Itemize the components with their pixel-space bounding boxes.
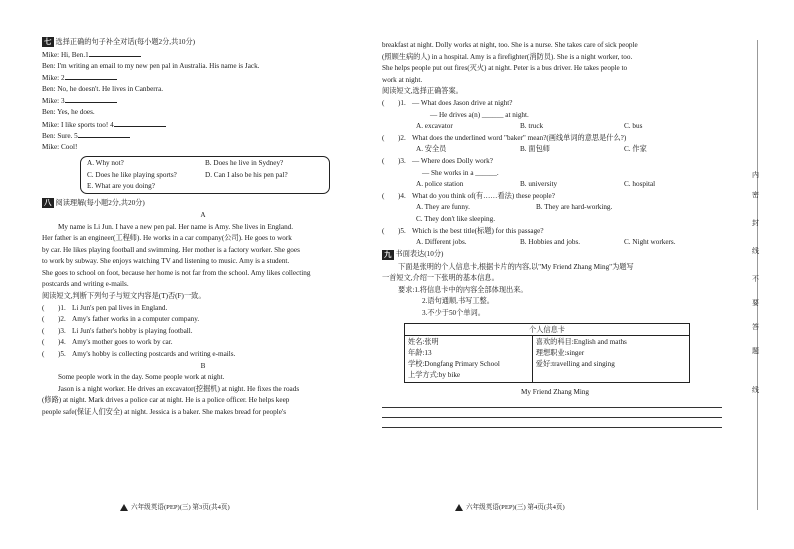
card-field: 爱好:travelling and singing: [535, 359, 615, 368]
mc-instruction: 阅读短文,选择正确答案。: [382, 87, 463, 96]
mc-question[interactable]: ( )1. — What does Jason drive at night?: [382, 98, 513, 107]
passage-line: by car. He likes playing football and swimming. Her mother is a factory worker. She goes: [42, 245, 300, 254]
writing-intro: 一首短文,介绍一下张明的基本信息。: [382, 274, 499, 283]
dialogue-line: Mike: 2: [42, 72, 364, 84]
essay-title: My Friend Zhang Ming: [520, 387, 590, 396]
tf-question[interactable]: ( )3. Li Jun's father's hobby is playing football.: [42, 326, 193, 335]
dialogue-line: Mike: I like sports too! 4: [42, 119, 364, 131]
passage-line: (修路) at night. Mark drives a police car at night. He is a police officer. He helps keep: [42, 396, 290, 405]
card-left: [405, 336, 533, 382]
card-title: 个人信息卡: [405, 324, 689, 336]
requirement: 2.语句通顺,书写工整。: [422, 297, 494, 306]
mc-options: [382, 214, 728, 226]
section-title: 选择正确的句子补全对话(每小题2分,共10分): [55, 37, 196, 46]
section-title: 阅读理解(每小题2分,共20分): [55, 198, 145, 207]
options-box: [80, 156, 330, 194]
section-7-header: [42, 36, 364, 48]
passage-b-continued: [382, 40, 728, 86]
right-footer: 六年级英语(PEP)(三) 第4页(共4页): [455, 503, 565, 513]
option[interactable]: B. They are hard-working.: [536, 203, 613, 212]
passage-b: [42, 372, 364, 418]
passage-line: breakfast at night. Dolly works at night, too. She is a nurse. She takes care of sick people: [382, 41, 638, 49]
mc-options: [382, 237, 728, 249]
option[interactable]: B. 面包师: [520, 145, 550, 154]
requirement: 3.不少于50个单词。: [422, 309, 485, 318]
tf-question[interactable]: ( )1. Li Jun's pen pal lives in England.: [42, 303, 168, 312]
tf-question[interactable]: ( )5. Amy's hobby is collecting postcards and writing e-mails.: [42, 350, 236, 359]
mc-options: [382, 144, 728, 156]
mc-options: [382, 179, 728, 191]
passage-line: people safe(保证人们安全) at night. Jessica is a baker. She makes bread for people's: [42, 408, 287, 416]
card-right: [533, 336, 689, 382]
mc-question[interactable]: ( )2. What does the underlined word "baker" mean?(画线单词的意思是什么?): [382, 133, 627, 142]
mc-questions: [382, 98, 728, 249]
margin-char: 要: [752, 299, 759, 307]
dialogue: [42, 49, 364, 153]
requirement: 要求:1.将信息卡中的内容全部体现出来。: [398, 285, 528, 294]
mc-question[interactable]: ( )5. Which is the best title(标题) for this passage?: [382, 226, 544, 235]
margin-char: 内: [752, 171, 759, 179]
option[interactable]: A. 安全员: [416, 145, 447, 154]
margin-char: 不: [752, 275, 759, 283]
left-footer: 六年级英语(PEP)(三) 第3页(共4页): [120, 503, 230, 513]
answer-blank[interactable]: [65, 95, 117, 103]
mc-stem-2: — She works in a ______.: [422, 168, 499, 177]
option[interactable]: C. They don't like sleeping.: [416, 214, 496, 223]
section-9-header: [382, 249, 728, 261]
margin-char: 题: [752, 347, 759, 355]
option[interactable]: A. Different jobs.: [416, 238, 467, 247]
section-title: 书面表达(10分): [395, 250, 444, 259]
card-field: 理想职业:singer: [535, 348, 585, 357]
answer-blank[interactable]: [65, 72, 117, 80]
margin-char: 线: [752, 247, 759, 255]
writing-intro: 下面是张明的个人信息卡,根据卡片的内容,以"My Friend Zhang Ming"为题写: [398, 262, 634, 271]
dialogue-line: Ben: Sure. 5: [42, 130, 364, 142]
option[interactable]: C. 作家: [624, 145, 647, 154]
dialogue-line: Ben: No, he doesn't. He lives in Canberra.: [42, 84, 164, 93]
passage-line: Jason is a night worker. He drives an excavator(挖掘机) at night. He fixes the roads: [58, 384, 300, 393]
section-8-header: [42, 197, 364, 209]
writing-line[interactable]: [382, 418, 722, 428]
option[interactable]: A. They are funny.: [416, 203, 470, 212]
options-row: E. What are you doing?: [87, 181, 155, 190]
card-field: 喜欢的科目:English and maths: [535, 337, 627, 346]
passage-line: work at night.: [382, 75, 423, 84]
tf-question[interactable]: ( )2. Amy's father works in a computer company.: [42, 315, 200, 324]
passage-line: (照顾生病的人) in a hospital. Amy is a firefighter(消防员). She is a night worker, too.: [382, 52, 633, 61]
passage-line: to work by subway. She enjoys watching TV and listening to music. Amy is a student.: [42, 257, 290, 266]
card-field: 姓名:张明: [408, 337, 439, 346]
answer-blank[interactable]: [114, 119, 166, 127]
mc-stem-2: — He drives a(n) ______ at night.: [430, 110, 529, 119]
section-number: 八: [44, 197, 52, 207]
margin-char: 答: [752, 323, 759, 331]
passage-line: postcards and writing e-mails.: [42, 280, 129, 289]
passage-line: Her father is an engineer(工程师). He works in a car company(公司). He goes to work: [42, 234, 292, 243]
mc-question[interactable]: ( )4. What do you think of(有……看法) these people?: [382, 191, 555, 200]
mc-options: [382, 202, 728, 214]
passage-line: My name is Li Jun. I have a new pen pal. Her name is Amy. She lives in England.: [58, 222, 294, 231]
passage-line: Some people work in the day. Some people work at night.: [58, 373, 225, 382]
option[interactable]: C. hospital: [624, 180, 656, 189]
margin-char: 密: [752, 191, 759, 199]
section-number: 九: [384, 249, 392, 259]
card-field: 年龄:13: [408, 348, 432, 357]
option[interactable]: C. bus: [624, 122, 643, 131]
card-field: 学校:Dongfang Primary School: [408, 359, 500, 368]
passage-line: She goes to school on foot, because her home is not far from the school. Amy likes collecting: [42, 268, 311, 277]
writing-line[interactable]: [382, 398, 722, 408]
passage-line: She helps people put out fires(灭火) at night. Peter is a bus driver. He takes people to: [382, 64, 628, 73]
writing-line[interactable]: [382, 408, 722, 418]
option[interactable]: C. Night workers.: [624, 238, 676, 247]
margin-char: 封: [752, 219, 759, 227]
passage-a-label: A: [200, 210, 206, 219]
option[interactable]: B. university: [520, 180, 558, 189]
triangle-icon: [455, 504, 463, 511]
left-column: [42, 36, 364, 419]
triangle-icon: [120, 504, 128, 511]
dialogue-line: Mike: Cool!: [42, 142, 78, 151]
writing-area[interactable]: [382, 398, 728, 428]
answer-blank[interactable]: [78, 130, 130, 138]
dialogue-line: Mike: Hi, Ben.1: [42, 49, 364, 61]
options-row: A. Why not? B. Does he live in Sydney?: [87, 159, 284, 168]
dialogue-line: Ben: Yes, he does.: [42, 107, 95, 116]
option[interactable]: B. Hobbies and jobs.: [520, 238, 581, 247]
section-number: 七: [44, 37, 52, 46]
margin-char: 线: [752, 386, 759, 394]
tf-instruction: 阅读短文,判断下列句子与短文内容是(T)否(F)一致。: [42, 292, 206, 301]
passage-b-label: B: [200, 361, 206, 370]
right-column: [382, 40, 728, 428]
mc-question[interactable]: ( )3. — Where does Dolly work?: [382, 156, 493, 165]
passage-a: [42, 222, 364, 292]
answer-blank[interactable]: [89, 49, 141, 57]
mc-options: [382, 121, 728, 133]
options-row: C. Does he like playing sports? D. Can I also be his pen pal?: [87, 170, 288, 179]
card-field: 上学方式:by bike: [408, 370, 461, 379]
option[interactable]: A. excavator: [416, 122, 453, 131]
option[interactable]: B. truck: [520, 122, 544, 131]
tf-question[interactable]: ( )4. Amy's mother goes to work by car.: [42, 338, 173, 347]
option[interactable]: A. police station: [416, 180, 464, 189]
info-card: [404, 323, 690, 383]
tf-questions: [42, 303, 364, 361]
dialogue-line: Mike: 3: [42, 95, 364, 107]
dialogue-line: Ben: I'm writing an email to my new pen pal in Australia. His name is Jack.: [42, 61, 260, 70]
